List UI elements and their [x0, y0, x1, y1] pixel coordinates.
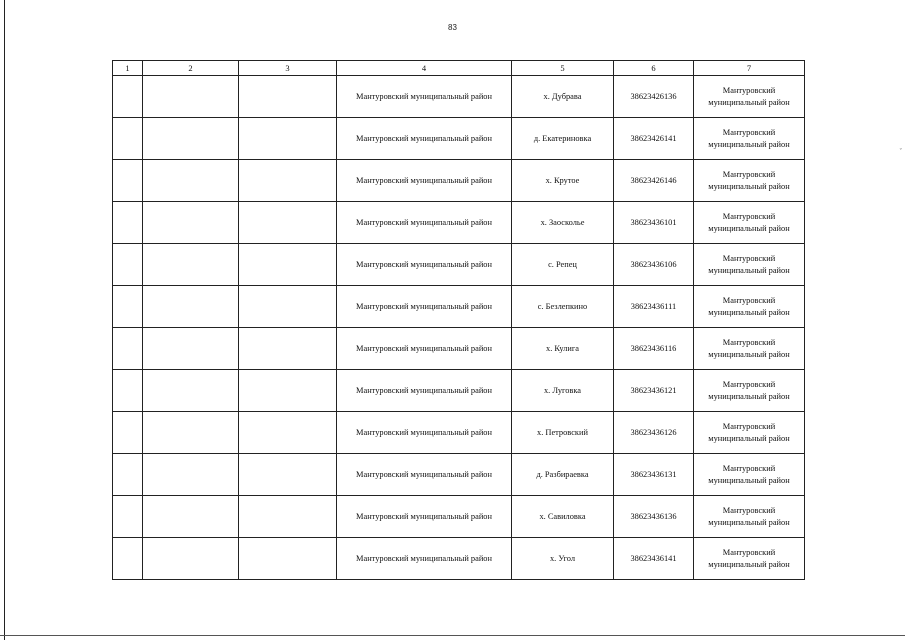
oktmo-code-cell: 38623436116	[614, 328, 694, 370]
settlement-cell: х. Петровский	[512, 412, 614, 454]
column-number: 6	[614, 61, 694, 76]
district-cell: Мантуровский муниципальный район	[337, 412, 512, 454]
settlement-cell: х. Кулига	[512, 328, 614, 370]
district-cell: Мантуровский муниципальный район	[337, 454, 512, 496]
oktmo-code-cell: 38623436131	[614, 454, 694, 496]
column-number-row	[113, 61, 805, 76]
scan-bottom-edge	[0, 635, 905, 636]
municipality-cell: Мантуровский муниципальный район	[694, 496, 805, 538]
oktmo-code-cell: 38623436111	[614, 286, 694, 328]
municipality-cell: Мантуровский муниципальный район	[694, 370, 805, 412]
col2-cell	[143, 328, 239, 370]
col3-cell	[239, 328, 337, 370]
col2-cell	[143, 244, 239, 286]
oktmo-code-cell: 38623426146	[614, 160, 694, 202]
col2-cell	[143, 538, 239, 580]
municipality-cell: Мантуровский муниципальный район	[694, 244, 805, 286]
col3-cell	[239, 76, 337, 118]
municipality-cell: Мантуровский муниципальный район	[694, 454, 805, 496]
oktmo-code-cell: 38623426141	[614, 118, 694, 160]
scan-speck: ˇ	[899, 148, 903, 156]
settlement-cell: д. Разбираевка	[512, 454, 614, 496]
col2-cell	[143, 454, 239, 496]
table-row	[113, 412, 805, 454]
district-cell: Мантуровский муниципальный район	[337, 244, 512, 286]
row-number-cell	[113, 454, 143, 496]
oktmo-code-cell: 38623436121	[614, 370, 694, 412]
col3-cell	[239, 202, 337, 244]
column-number: 4	[337, 61, 512, 76]
col2-cell	[143, 370, 239, 412]
district-cell: Мантуровский муниципальный район	[337, 496, 512, 538]
page-number: 83	[448, 23, 457, 32]
settlement-cell: с. Безлепкино	[512, 286, 614, 328]
col3-cell	[239, 244, 337, 286]
district-cell: Мантуровский муниципальный район	[337, 370, 512, 412]
municipality-cell: Мантуровский муниципальный район	[694, 160, 805, 202]
col2-cell	[143, 286, 239, 328]
settlement-cell: х. Луговка	[512, 370, 614, 412]
table-row	[113, 202, 805, 244]
col2-cell	[143, 76, 239, 118]
col2-cell	[143, 160, 239, 202]
municipality-cell: Мантуровский муниципальный район	[694, 286, 805, 328]
oktmo-code-cell: 38623436136	[614, 496, 694, 538]
column-number: 7	[694, 61, 805, 76]
municipality-cell: Мантуровский муниципальный район	[694, 202, 805, 244]
col3-cell	[239, 160, 337, 202]
col2-cell	[143, 412, 239, 454]
col3-cell	[239, 286, 337, 328]
oktmo-code-cell: 38623436106	[614, 244, 694, 286]
column-number: 5	[512, 61, 614, 76]
table-row	[113, 538, 805, 580]
municipality-cell: Мантуровский муниципальный район	[694, 76, 805, 118]
row-number-cell	[113, 538, 143, 580]
col3-cell	[239, 538, 337, 580]
scan-left-edge	[4, 0, 5, 640]
district-cell: Мантуровский муниципальный район	[337, 76, 512, 118]
district-cell: Мантуровский муниципальный район	[337, 202, 512, 244]
municipality-cell: Мантуровский муниципальный район	[694, 118, 805, 160]
col2-cell	[143, 496, 239, 538]
settlement-cell: д. Екатериновка	[512, 118, 614, 160]
settlement-cell: х. Крутое	[512, 160, 614, 202]
municipality-cell: Мантуровский муниципальный район	[694, 328, 805, 370]
column-number: 1	[113, 61, 143, 76]
table-row	[113, 244, 805, 286]
oktmo-code-cell: 38623436126	[614, 412, 694, 454]
col3-cell	[239, 496, 337, 538]
settlement-cell: х. Угол	[512, 538, 614, 580]
row-number-cell	[113, 412, 143, 454]
col3-cell	[239, 118, 337, 160]
col3-cell	[239, 454, 337, 496]
district-cell: Мантуровский муниципальный район	[337, 160, 512, 202]
table-row	[113, 370, 805, 412]
row-number-cell	[113, 496, 143, 538]
row-number-cell	[113, 328, 143, 370]
row-number-cell	[113, 118, 143, 160]
district-cell: Мантуровский муниципальный район	[337, 328, 512, 370]
oktmo-code-cell: 38623436101	[614, 202, 694, 244]
municipality-cell: Мантуровский муниципальный район	[694, 538, 805, 580]
settlement-cell: с. Репец	[512, 244, 614, 286]
col2-cell	[143, 118, 239, 160]
district-cell: Мантуровский муниципальный район	[337, 538, 512, 580]
column-number: 3	[239, 61, 337, 76]
table-row	[113, 328, 805, 370]
municipality-cell: Мантуровский муниципальный район	[694, 412, 805, 454]
registry-table	[112, 60, 805, 580]
registry-table-body	[113, 76, 805, 580]
settlement-cell: х. Дубрава	[512, 76, 614, 118]
col3-cell	[239, 370, 337, 412]
district-cell: Мантуровский муниципальный район	[337, 286, 512, 328]
row-number-cell	[113, 202, 143, 244]
column-number: 2	[143, 61, 239, 76]
table-row	[113, 118, 805, 160]
settlement-cell: х. Заосколье	[512, 202, 614, 244]
oktmo-code-cell: 38623436141	[614, 538, 694, 580]
col3-cell	[239, 412, 337, 454]
oktmo-code-cell: 38623426136	[614, 76, 694, 118]
table-row	[113, 496, 805, 538]
table-row	[113, 76, 805, 118]
row-number-cell	[113, 76, 143, 118]
table-row	[113, 160, 805, 202]
table-row	[113, 454, 805, 496]
col2-cell	[143, 202, 239, 244]
row-number-cell	[113, 244, 143, 286]
settlement-cell: х. Савиловка	[512, 496, 614, 538]
table-row	[113, 286, 805, 328]
row-number-cell	[113, 160, 143, 202]
row-number-cell	[113, 286, 143, 328]
district-cell: Мантуровский муниципальный район	[337, 118, 512, 160]
row-number-cell	[113, 370, 143, 412]
